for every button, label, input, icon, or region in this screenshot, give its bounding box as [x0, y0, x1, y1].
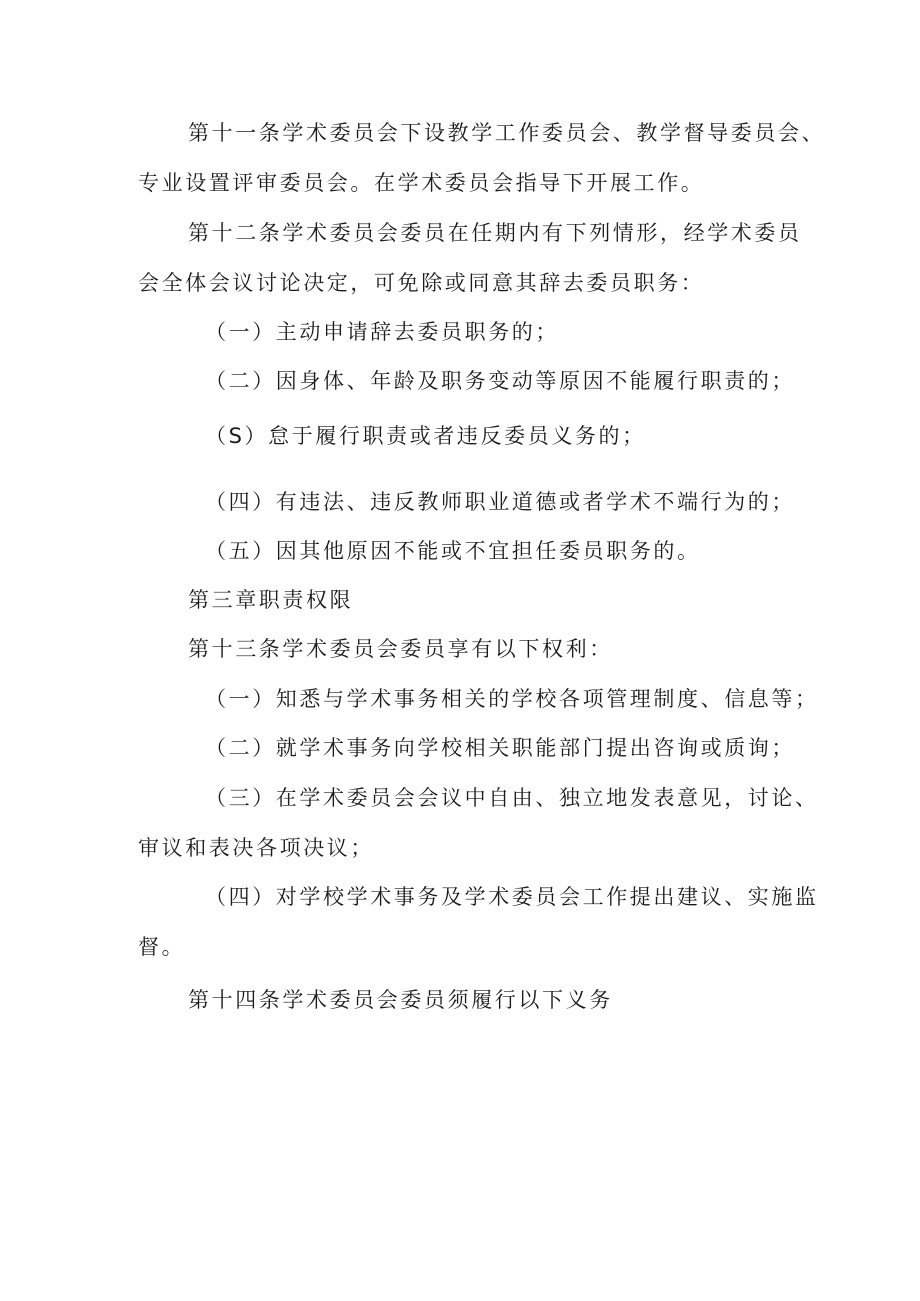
- chapter-3-heading: 第三章职责权限: [188, 588, 354, 612]
- article-13-item-1: （一）知悉与学术事务相关的学校各项管理制度、信息等；: [205, 687, 819, 711]
- article-13-line-1: 第十三条学术委员会委员享有以下权利：: [188, 637, 613, 661]
- article-12-line-2: 会全体会议讨论决定，可免除或同意其辞去委员职务：: [138, 271, 705, 295]
- article-11-line-1: 第十一条学术委员会下设教学工作委员会、教学督导委员会、: [188, 121, 826, 145]
- article-13-item-2: （二）就学术事务向学校相关职能部门提出咨询或质询；: [205, 736, 795, 760]
- article-12-item-2: （二）因身体、年龄及职务变动等原因不能履行职责的；: [205, 369, 795, 393]
- article-13-item-4-line-2: 督。: [138, 935, 186, 959]
- article-12-item-3: （S）怠于履行职责或者违反委员义务的；: [205, 424, 646, 448]
- article-12-item-1: （一）主动申请辞去委员职务的；: [205, 320, 559, 344]
- article-12-item-5: （五）因其他原因不能或不宜担任委员职务的。: [205, 539, 701, 563]
- article-12-item-4: （四）有违法、违反教师职业道德或者学术不端行为的；: [205, 490, 795, 514]
- article-13-item-3-line-1: （三）在学术委员会会议中自由、独立地发表意见，讨论、: [205, 786, 819, 810]
- article-13-item-3-line-2: 审议和表决各项决议；: [138, 836, 374, 860]
- article-12-line-1: 第十二条学术委员会委员在任期内有下列情形，经学术委员: [188, 221, 802, 245]
- article-11-line-2: 专业设置评审委员会。在学术委员会指导下开展工作。: [138, 171, 705, 195]
- article-13-item-4-line-1: （四）对学校学术事务及学术委员会工作提出建议、实施监: [205, 885, 819, 909]
- article-14-line-1: 第十四条学术委员会委员须履行以下义务: [188, 988, 613, 1012]
